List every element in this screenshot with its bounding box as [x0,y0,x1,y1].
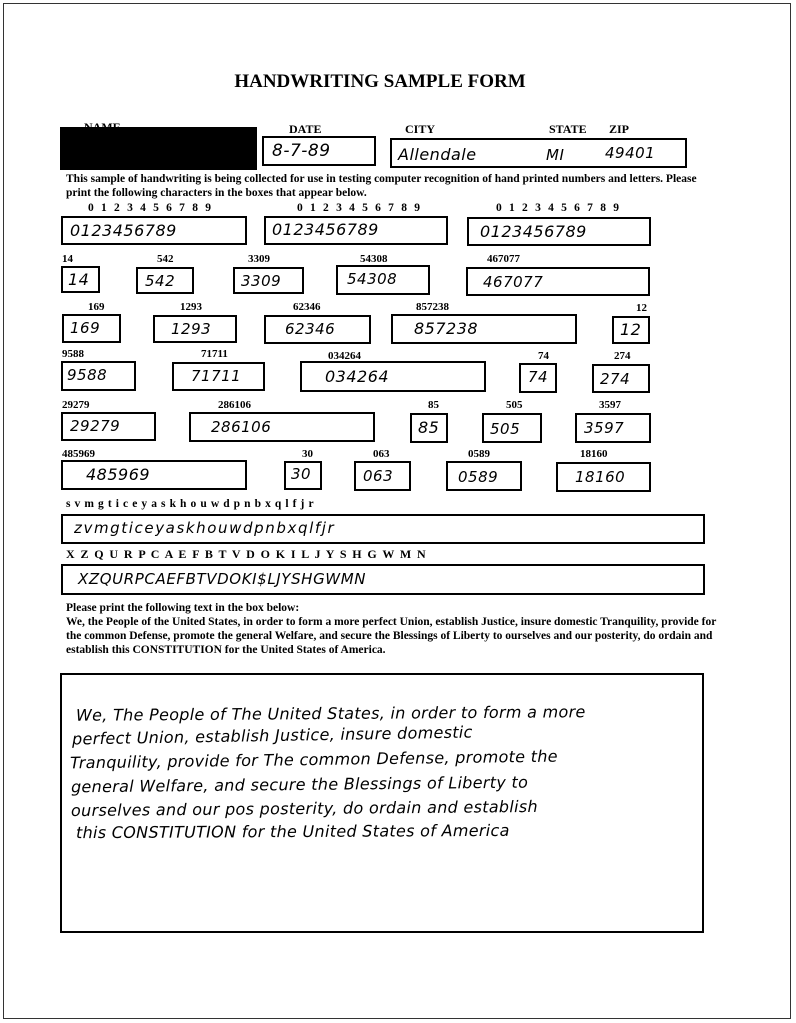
handwritten-line: ourselves and our pos posterity, do ordain and establish [70,796,538,821]
digit-label: 0 1 2 3 4 5 6 7 8 9 [88,202,214,214]
number-entry: 485969 [86,465,151,484]
instructions: This sample of handwriting is being collected for use in testing computer recognition of hand printed numbers and letters. Please print the following characters in the boxes that appear below. [66,173,697,199]
number-entry: 29279 [70,417,121,435]
number-label: 857238 [416,301,449,313]
uppercase-label: X Z Q U R P C A E F B T V D O K I L J Y S H G W M N [66,547,428,561]
number-entry: 3309 [241,272,282,290]
number-label: 74 [538,350,549,362]
number-entry: 30 [291,465,312,483]
handwritten-line: perfect Union, establish Justice, insure domestic [71,722,473,749]
number-label: 467077 [487,253,520,265]
number-label: 1293 [180,301,202,313]
number-label: 169 [88,301,105,313]
handwritten-line: general Welfare, and secure the Blessings of Liberty to [70,772,529,797]
number-entry: 0589 [458,468,499,486]
number-entry: 467077 [483,273,544,291]
state-label: STATE [549,122,587,136]
number-entry: 034264 [325,367,390,386]
number-label: 71711 [201,348,228,360]
form-title: HANDWRITING SAMPLE FORM [234,71,526,92]
handwritten-line: this CONSTITUTION for the United States of America [75,820,510,843]
number-label: 274 [614,350,631,362]
number-entry: 169 [70,319,101,337]
number-label: 85 [428,399,439,411]
number-label: 0589 [468,448,490,460]
city-label: CITY [405,122,436,136]
digit-label: 0 1 2 3 4 5 6 7 8 9 [297,202,423,214]
number-label: 3597 [599,399,621,411]
number-label: 29279 [62,399,90,411]
date-label: DATE [289,122,322,136]
digit-entry: 0123456789 [70,221,177,240]
state-value: MI [546,146,565,164]
number-label: 30 [302,448,313,460]
city-value: Allendale [398,145,477,164]
date-value: 8-7-89 [272,141,331,161]
number-entry: 857238 [414,319,479,338]
preamble-text: We, the People of the United States, in order to form a more perfect Union, establish Justice, insure domestic Tranquility, provide for the common Defense, promote the general Welfare, and secure the Blessings of Liberty to ourselves and our posterity, do ordain and establish this CONSTITUTION for the United States of America. [66,616,717,656]
number-entry: 286106 [211,418,272,436]
number-entry: 063 [363,467,394,485]
number-entry: 18160 [575,468,626,486]
number-label: 286106 [218,399,251,411]
text-prompt: Please print the following text in the box below: [66,602,300,614]
number-entry: 274 [600,370,631,388]
number-label: 505 [506,399,523,411]
handwritten-line: Tranquility, provide for The common Defense, promote the [69,746,558,773]
number-label: 14 [62,253,73,265]
digit-entry: 0123456789 [480,222,587,241]
handwritten-line: We, The People of The United States, in order to form a more [75,702,586,725]
number-label: 62346 [293,301,321,313]
name-label: NAME [84,120,121,134]
digit-label: 0 1 2 3 4 5 6 7 8 9 [496,202,622,214]
number-entry: 71711 [191,367,242,385]
number-entry: 542 [145,272,176,290]
number-entry: 62346 [285,320,336,338]
lowercase-entry: zvmgticeyaskhouwdpnbxqlfjr [74,519,336,537]
number-label: 034264 [328,350,361,362]
number-entry: 505 [490,420,521,438]
number-entry: 85 [418,418,440,437]
number-entry: 12 [620,320,642,339]
number-entry: 1293 [171,320,212,338]
number-label: 542 [157,253,174,265]
lowercase-label: s v m g t i c e y a s k h o u w d p n b x q l f j r [66,498,315,510]
number-entry: 74 [528,368,549,386]
number-label: 54308 [360,253,388,265]
number-entry: 9588 [67,366,108,384]
uppercase-entry: XZQURPCAEFBTVDOKI$LJYSHGWMN [78,570,367,588]
number-label: 9588 [62,348,84,360]
number-label: 18160 [580,448,608,460]
digit-entry: 0123456789 [272,220,379,239]
number-label: 3309 [248,253,270,265]
number-label: 12 [636,302,647,314]
number-entry: 14 [68,270,90,289]
number-entry: 54308 [347,270,398,288]
number-label: 063 [373,448,390,460]
number-entry: 3597 [584,419,625,437]
number-label: 485969 [62,448,95,460]
zip-value: 49401 [605,144,656,162]
zip-label: ZIP [609,122,630,136]
